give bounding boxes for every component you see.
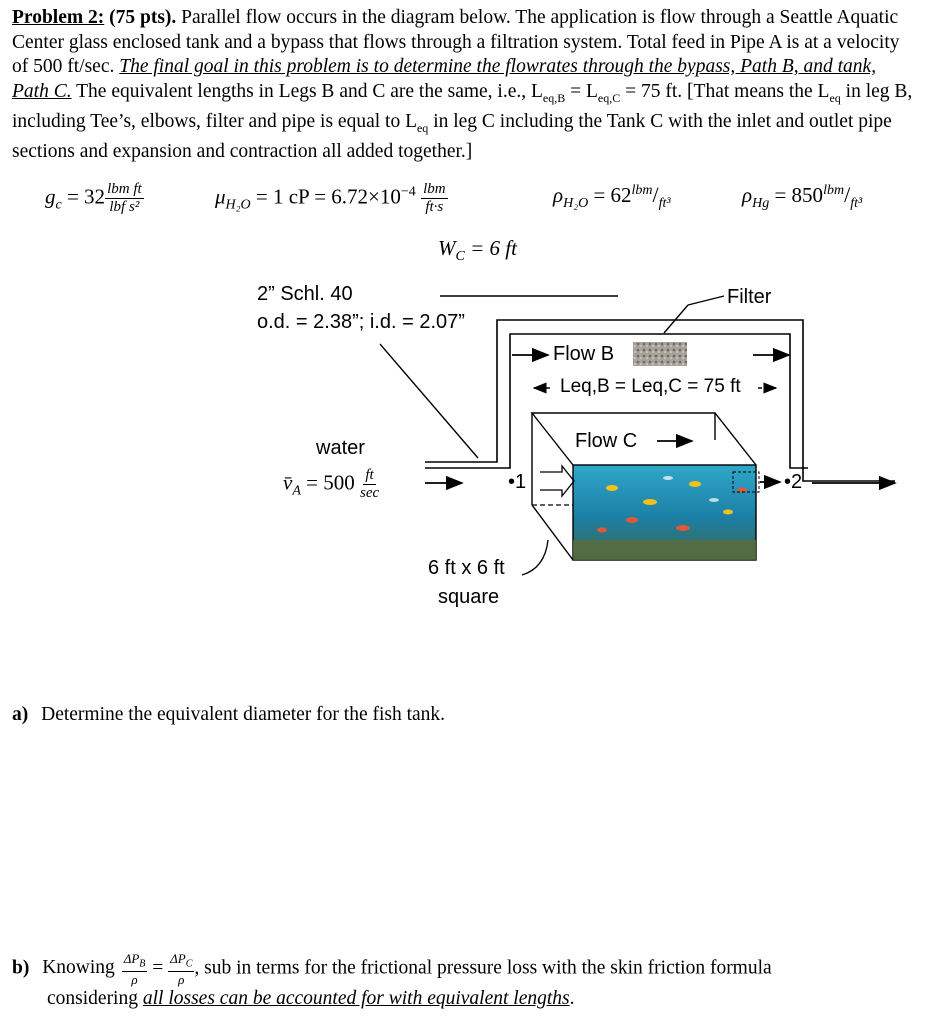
constant-rho-hg: $\rho_{Hg} = 850^{lbm}/_{ft^3}$ [742, 182, 863, 212]
filter-label: Filter [727, 286, 772, 308]
problem-goal: The final goal in this problem is to determine the flowrates through the bypass, Path B, and tank, Path C. [12, 56, 877, 102]
gc-unit-den: lbf s² [109, 199, 140, 215]
mu-symbol: μ [215, 184, 226, 209]
velocity-unit-num: ft [365, 467, 374, 483]
rho-unit-num: lbm [631, 183, 653, 198]
problem-text-3: in leg B, including Tee’s, elbows, filter and pipe is equal to L [12, 80, 913, 132]
leq-b-sub: eq,B [542, 90, 566, 105]
mu-exponent: −4 [400, 184, 416, 200]
question-a-label: a) [12, 704, 29, 725]
leq-label: Leq,B = Leq,C = 75 ft [560, 376, 741, 397]
velocity-unit-den: sec [359, 485, 380, 501]
velocity-symbol: v̄ [283, 470, 293, 495]
question-a [12, 704, 445, 726]
tank-size-label: 6 ft x 6 ft [428, 557, 505, 579]
pipe-spec-leader [380, 344, 478, 458]
question-b-text-3: considering [47, 988, 138, 1009]
problem-heading: Problem 2: [12, 7, 105, 28]
filter-icon [633, 342, 687, 366]
gc-sub: c [55, 197, 62, 213]
mu-unit-num: lbm [423, 181, 446, 197]
mu-sub: H₂O [225, 197, 251, 213]
rhohg-symbol: ρ [742, 183, 753, 207]
leq-c-sub: eq,C [597, 90, 621, 105]
rho-sub: H₂O [563, 196, 589, 212]
b-num2: ΔP [170, 951, 186, 966]
question-b-line-2 [47, 988, 575, 1010]
question-b-label: b) [12, 957, 30, 979]
rho-symbol: ρ [553, 183, 564, 207]
rho-value: = 62 [593, 183, 632, 207]
wc-symbol: W [438, 236, 456, 260]
leq-sub-2: eq [416, 120, 429, 135]
question-b-emphasis: all losses can be accounted for with equivalent lengths [142, 988, 570, 1009]
b-equals: = [152, 957, 164, 979]
flow-c-label: Flow C [575, 430, 638, 452]
flow-b-label: Flow B [553, 343, 615, 365]
pipe-diameter-label: o.d. = 2.38”; i.d. = 2.07” [257, 311, 465, 333]
problem-text-4: in leg C including the Tank C with the inlet and outlet pipe sections and expansion and contraction all added together.] [12, 110, 892, 163]
b-sub1: B [139, 958, 146, 970]
question-b-text-2: , sub in terms for the frictional pressure loss with the skin friction formula [194, 957, 772, 979]
fish-tank [532, 413, 756, 560]
rhohg-value: = 850 [774, 183, 824, 207]
problem-intro: Parallel flow occurs in the diagram below. The application is flow through a Seattle Aquatic Center glass enclosed tank and a bypass that flows through a filtration system. Total feed in Pipe A is at a velocity of 500 ft/sec. [12, 7, 900, 77]
problem-eq-mid: = L [565, 80, 598, 102]
rhohg-unit-den: ft³ [850, 196, 863, 212]
leq-sub-1: eq [829, 90, 841, 105]
tank-inlet-arrow [540, 466, 574, 496]
node-1-label: •1 [508, 471, 527, 493]
b-num1: ΔP [123, 951, 140, 966]
problem-text-1: The equivalent lengths in Legs B and C are the same, i.e., L [76, 80, 543, 102]
velocity-value: = 500 [306, 470, 355, 495]
question-a-text: Determine the equivalent diameter for the fish tank. [41, 704, 446, 725]
filter-leader-2 [688, 296, 724, 305]
rhohg-unit-num: lbm [823, 183, 845, 198]
b-den2: ρ [178, 971, 185, 987]
problem-text-2: = 75 ft. [That means the L [620, 80, 830, 102]
rhohg-sub: Hg [752, 196, 770, 212]
tank-shape-label: square [438, 586, 500, 608]
mu-unit-den: ft·s [425, 199, 444, 215]
velocity-label [283, 468, 379, 501]
gc-unit-num: lbm ft [107, 181, 142, 197]
gc-symbol: g [45, 184, 56, 209]
b-den1: ρ [131, 971, 138, 987]
water-label: water [316, 437, 365, 459]
mu-value: = 1 cP = 6.72×10 [255, 184, 401, 209]
question-b-text-1: Knowing [42, 957, 115, 979]
wc-sub: C [455, 249, 465, 265]
node-2-label: •2 [784, 471, 803, 493]
question-b [12, 952, 772, 986]
problem-points: (75 pts). [109, 7, 177, 28]
velocity-sub: A [292, 483, 301, 499]
filter-leader-1 [664, 305, 688, 333]
pipe-schedule-label: 2” Schl. 40 [257, 283, 353, 305]
rho-unit-den: ft³ [658, 196, 671, 212]
question-b-period: . [569, 988, 575, 1009]
b-sub2: C [185, 958, 193, 970]
gc-value: = 32 [66, 184, 106, 209]
tank-size-leader [522, 540, 548, 575]
wc-value: = 6 ft [470, 236, 517, 260]
constant-rho-water: $\rho_{H_2O} = 62^{lbm}/_{ft^3}$ [553, 182, 671, 212]
